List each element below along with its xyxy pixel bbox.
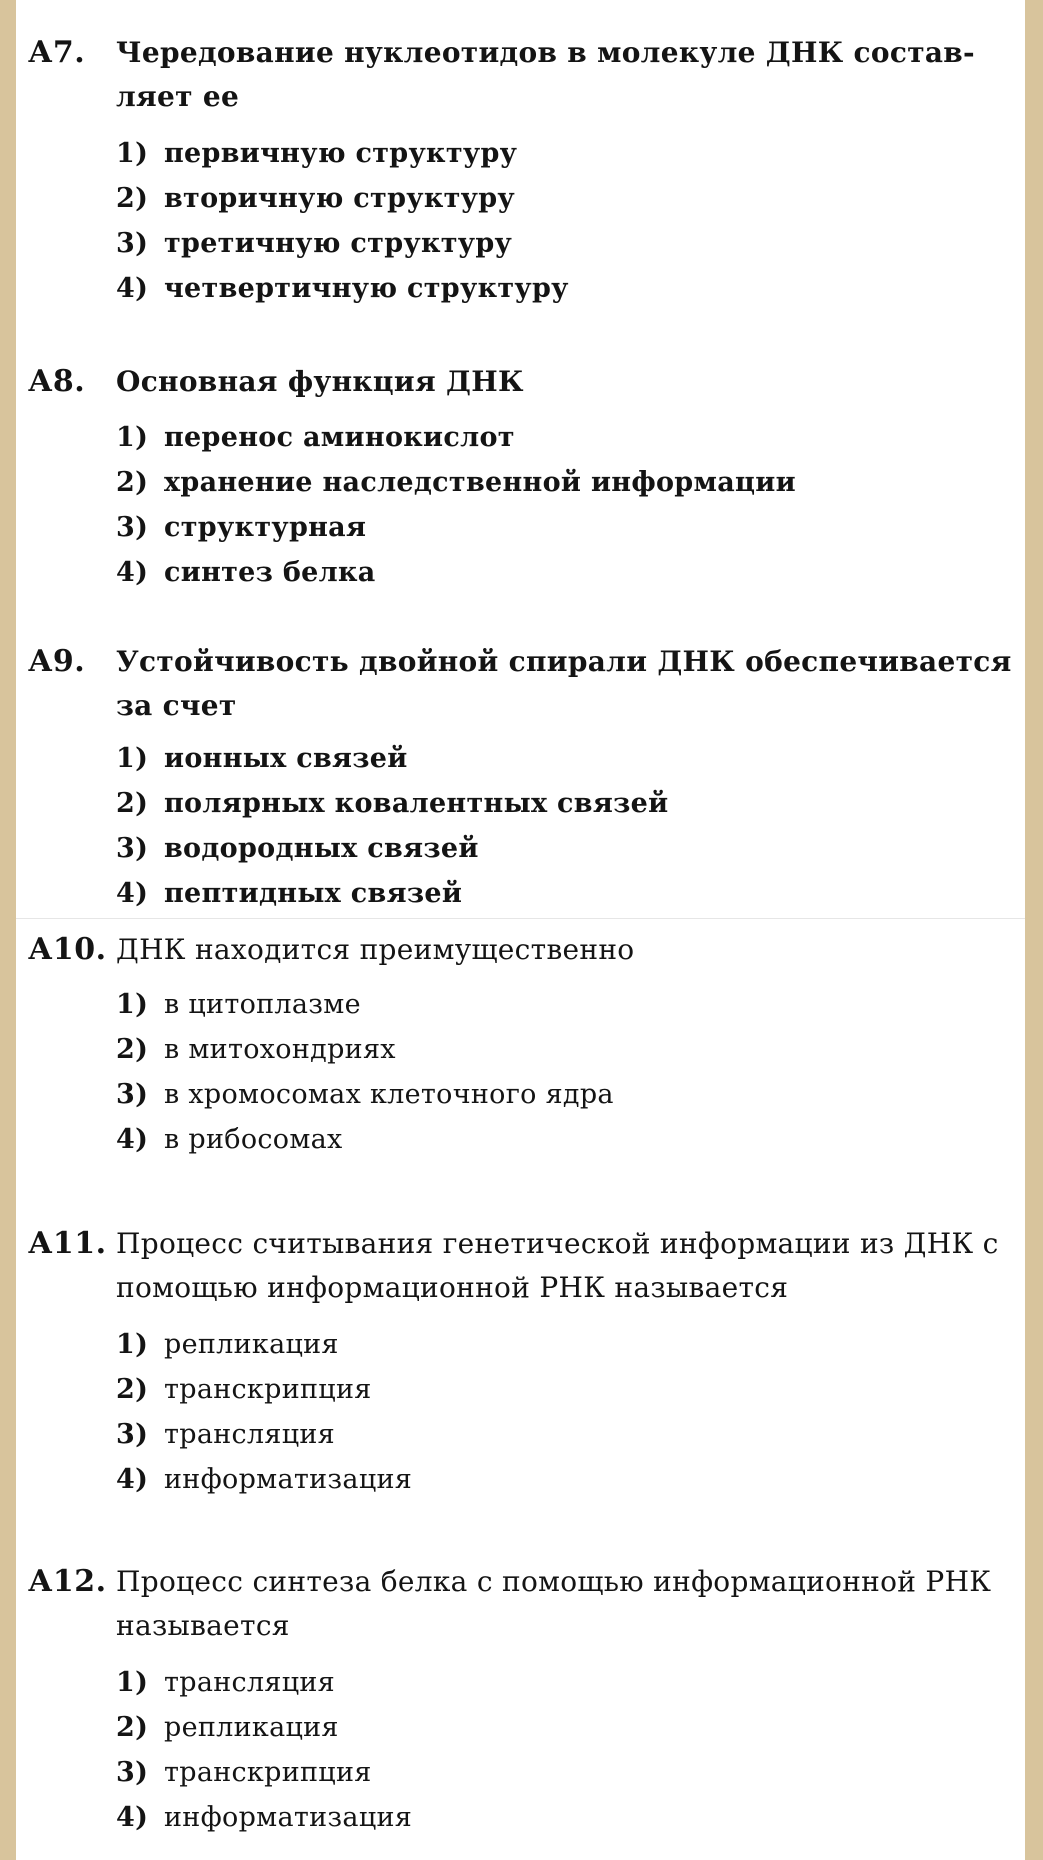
answer-option[interactable] bbox=[116, 176, 996, 221]
option-text: хранение наследственной информации bbox=[164, 467, 796, 498]
option-text: синтез белка bbox=[164, 557, 376, 588]
option-number: 3) bbox=[116, 228, 149, 259]
option-number: 4) bbox=[116, 878, 149, 909]
answer-option[interactable] bbox=[116, 1072, 996, 1117]
option-text: транскрипция bbox=[164, 1757, 372, 1788]
option-number: 2) bbox=[116, 183, 149, 214]
option-number: 2) bbox=[116, 1034, 149, 1065]
test-page bbox=[16, 0, 1025, 1860]
answer-options bbox=[116, 1322, 996, 1502]
option-text: в цитоплазме bbox=[164, 989, 361, 1020]
answer-option[interactable] bbox=[116, 550, 996, 595]
answer-option[interactable] bbox=[116, 221, 996, 266]
answer-option[interactable] bbox=[116, 1412, 996, 1457]
answer-option[interactable] bbox=[116, 1705, 996, 1750]
answer-options bbox=[116, 736, 996, 916]
option-number: 1) bbox=[116, 1667, 149, 1698]
answer-option[interactable] bbox=[116, 982, 996, 1027]
answer-options bbox=[116, 1660, 996, 1840]
option-number: 1) bbox=[116, 743, 149, 774]
option-text: в рибосомах bbox=[164, 1124, 343, 1155]
answer-options bbox=[116, 982, 996, 1162]
section-divider bbox=[16, 918, 1025, 919]
question-number: А9. bbox=[28, 644, 86, 679]
answer-option[interactable] bbox=[116, 1117, 996, 1162]
answer-option[interactable] bbox=[116, 1795, 996, 1840]
option-text: в митохондриях bbox=[164, 1034, 396, 1065]
option-number: 4) bbox=[116, 1802, 149, 1833]
option-text: пептидных связей bbox=[164, 878, 463, 909]
question-text: Устойчивость двойной спирали ДНК обеспечивается за счет bbox=[116, 645, 1012, 722]
option-number: 3) bbox=[116, 512, 149, 543]
answer-options bbox=[116, 415, 996, 595]
answer-option[interactable] bbox=[116, 505, 996, 550]
option-text: ионных связей bbox=[164, 743, 408, 774]
option-text: четвертичную структуру bbox=[164, 273, 569, 304]
option-number: 3) bbox=[116, 1079, 149, 1110]
question-number: А12. bbox=[28, 1564, 107, 1599]
option-text: в хромосомах клеточного ядра bbox=[164, 1079, 614, 1110]
option-number: 2) bbox=[116, 1374, 149, 1405]
option-text: полярных ковалентных связей bbox=[164, 788, 669, 819]
answer-option[interactable] bbox=[116, 266, 996, 311]
answer-option[interactable] bbox=[116, 1322, 996, 1367]
answer-option[interactable] bbox=[116, 415, 996, 460]
option-text: информатизация bbox=[164, 1464, 413, 1495]
question-text: Процесс синтеза белка с помощью информационной РНК называется bbox=[116, 1565, 992, 1642]
answer-option[interactable] bbox=[116, 1027, 996, 1072]
option-text: репликация bbox=[164, 1712, 339, 1743]
question-number: А11. bbox=[28, 1226, 107, 1261]
option-number: 1) bbox=[116, 1329, 149, 1360]
answer-option[interactable] bbox=[116, 1750, 996, 1795]
answer-option[interactable] bbox=[116, 781, 996, 826]
option-number: 1) bbox=[116, 989, 149, 1020]
option-text: вторичную структуру bbox=[164, 183, 516, 214]
option-number: 3) bbox=[116, 1757, 149, 1788]
answer-option[interactable] bbox=[116, 1457, 996, 1502]
answer-option[interactable] bbox=[116, 871, 996, 916]
answer-option[interactable] bbox=[116, 736, 996, 781]
answer-option[interactable] bbox=[116, 460, 996, 505]
question-number: А10. bbox=[28, 932, 107, 967]
question-number: А7. bbox=[28, 35, 86, 70]
answer-options bbox=[116, 131, 996, 311]
option-text: структурная bbox=[164, 512, 367, 543]
option-text: трансляция bbox=[164, 1667, 336, 1698]
option-number: 2) bbox=[116, 1712, 149, 1743]
option-text: информатизация bbox=[164, 1802, 413, 1833]
option-text: трансляция bbox=[164, 1419, 336, 1450]
option-text: репликация bbox=[164, 1329, 339, 1360]
option-number: 4) bbox=[116, 1124, 149, 1155]
question-text: Основная функция ДНК bbox=[116, 365, 524, 398]
option-number: 3) bbox=[116, 1419, 149, 1450]
option-text: транскрипция bbox=[164, 1374, 372, 1405]
option-number: 1) bbox=[116, 422, 149, 453]
option-number: 3) bbox=[116, 833, 149, 864]
option-text: первичную структуру bbox=[164, 138, 518, 169]
option-text: третичную структуру bbox=[164, 228, 513, 259]
option-number: 2) bbox=[116, 467, 149, 498]
option-text: перенос аминокислот bbox=[164, 422, 515, 453]
option-number: 2) bbox=[116, 788, 149, 819]
option-text: водородных связей bbox=[164, 833, 479, 864]
option-number: 4) bbox=[116, 557, 149, 588]
answer-option[interactable] bbox=[116, 826, 996, 871]
question-text: ДНК находится преимущественно bbox=[116, 933, 635, 966]
answer-option[interactable] bbox=[116, 131, 996, 176]
question-text: Чередование нуклеотидов в молекуле ДНК состав-ляет ее bbox=[116, 36, 975, 113]
answer-option[interactable] bbox=[116, 1367, 996, 1412]
option-number: 4) bbox=[116, 273, 149, 304]
question-number: А8. bbox=[28, 364, 86, 399]
option-number: 4) bbox=[116, 1464, 149, 1495]
option-number: 1) bbox=[116, 138, 149, 169]
question-text: Процесс считывания генетической информации из ДНК с помощью информационной РНК называется bbox=[116, 1227, 999, 1304]
answer-option[interactable] bbox=[116, 1660, 996, 1705]
